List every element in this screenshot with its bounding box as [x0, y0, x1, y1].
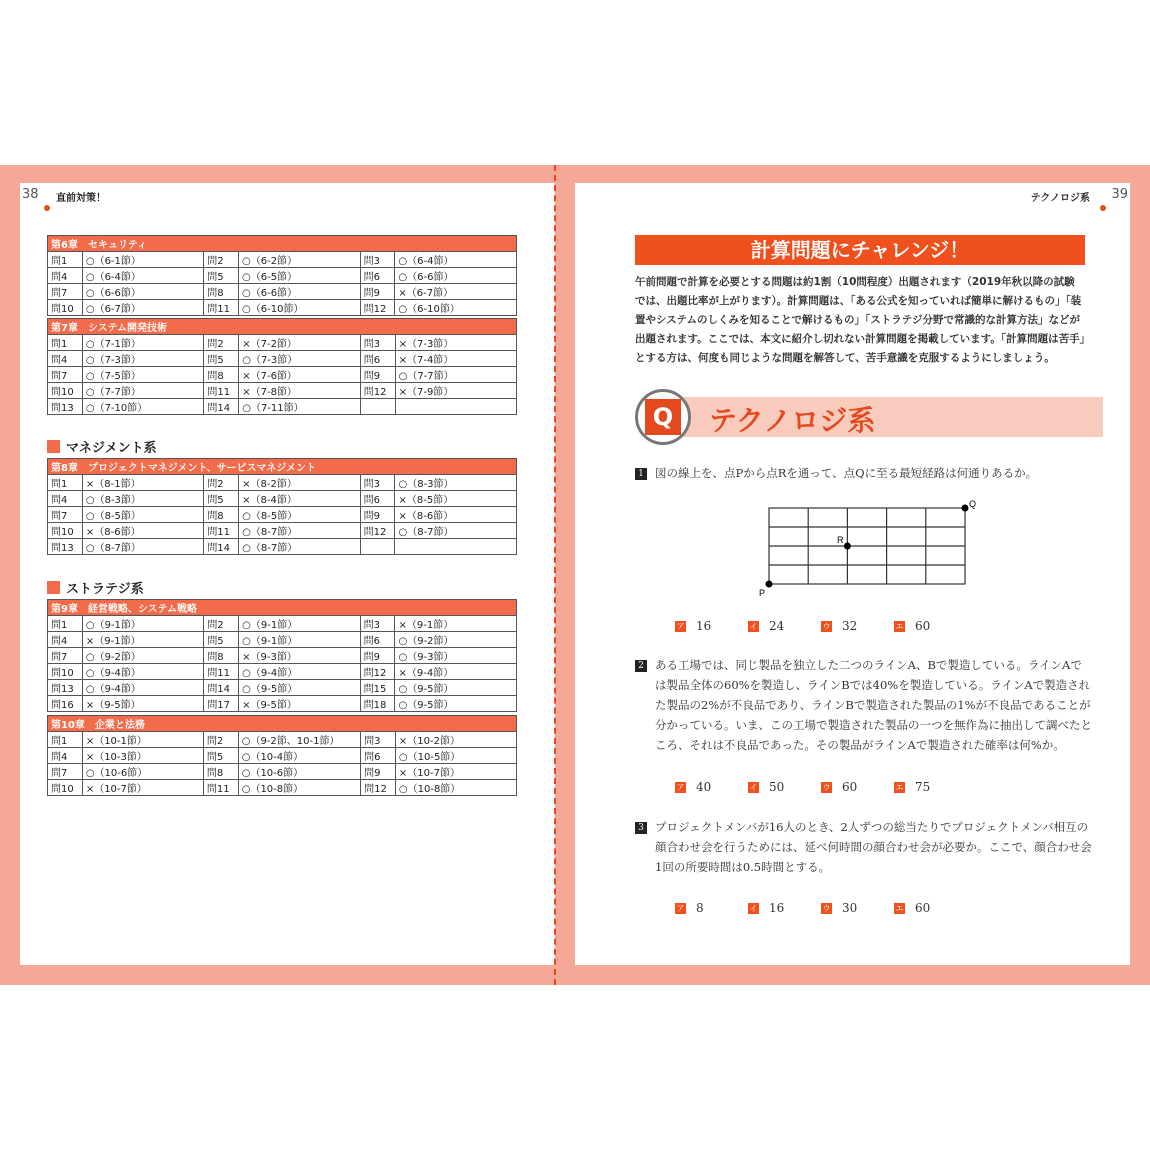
question-number-badge: 3 — [635, 822, 647, 834]
section-heading-strategy — [47, 578, 144, 597]
answer-table-ch10 — [47, 715, 517, 796]
answer-cell: ○（9-2節） — [395, 632, 517, 648]
question-number: 問8 — [203, 764, 238, 780]
question-line-text: ころ、それは不良品であった。その製品がラインAで製造された確率は何%か。 — [655, 738, 1065, 752]
question-number: 問6 — [360, 632, 395, 648]
choice-value: 60 — [915, 901, 931, 915]
right-page — [575, 165, 1150, 985]
choice-marker-icon: ア — [676, 621, 685, 631]
question-number: 問3 — [361, 732, 396, 748]
choice-option — [675, 619, 711, 633]
question-line — [635, 695, 1105, 715]
question-number: 問7 — [48, 284, 83, 300]
intro-line: 出題されます。ここでは、本文に紹介し切れない計算問題を掲載しています。「計算問題は苦手」 — [635, 333, 1091, 345]
answer-cell: ×（7-3節） — [395, 335, 516, 351]
choice-value: 8 — [696, 901, 704, 915]
running-head-right: テクノロジ系 — [1030, 193, 1090, 204]
answer-cell: ×（7-8節） — [239, 383, 361, 399]
question-2-text — [635, 655, 1105, 755]
question-number: 問10 — [48, 383, 83, 399]
table-header: 第6章 セキュリティ — [48, 236, 517, 252]
answer-cell: ○（7-5節） — [82, 367, 204, 383]
question-number: 問13 — [48, 680, 83, 696]
question-number: 問4 — [48, 351, 83, 367]
answer-cell: ○（10-6節） — [238, 764, 360, 780]
answer-cell: ○（10-8節） — [238, 780, 360, 796]
point-r — [844, 543, 851, 550]
point-p — [766, 581, 773, 588]
point-q — [962, 505, 969, 512]
answer-cell: ×（10-1節） — [82, 732, 203, 748]
question-number: 問13 — [48, 539, 83, 555]
question-number: 問8 — [204, 284, 239, 300]
answer-cell: ○（6-10節） — [239, 300, 361, 316]
question-number: 問6 — [360, 268, 395, 284]
question-number: 問9 — [360, 507, 395, 523]
page-border-right — [1130, 165, 1150, 985]
answer-cell: ×（7-6節） — [239, 367, 361, 383]
page-marker-dot — [44, 205, 50, 211]
answer-cell: ○（6-6節） — [82, 284, 203, 300]
question-number: 問9 — [360, 284, 395, 300]
page-border-bottom — [575, 965, 1150, 985]
question-line-text: 顔合わせ会を行うためには、延べ何時間の顔合わせ会が必要か。ここで、顔合わせ会 — [655, 840, 1092, 854]
question-line-text: 図の線上を、点Pから点Rを通って、点Qに至る最短経路は何通りあるか。 — [655, 466, 1038, 480]
page-border-bottom — [0, 965, 555, 985]
question-number: 問12 — [360, 523, 395, 539]
question-line — [635, 817, 1105, 837]
gutter — [555, 165, 575, 985]
answer-cell: ○（9-1節） — [239, 632, 360, 648]
question-number: 問13 — [48, 399, 83, 415]
answer-cell: ○（9-5節） — [239, 680, 360, 696]
answer-cell: ○（9-4節） — [239, 664, 360, 680]
table-header: 第8章 プロジェクトマネジメント、サービスマネジメント — [48, 459, 517, 475]
question-number: 問1 — [48, 252, 83, 268]
answer-cell: ×（8-4節） — [239, 491, 360, 507]
question-number: 問7 — [48, 648, 83, 664]
answer-cell: ○（6-2節） — [239, 252, 361, 268]
choice-value: 32 — [842, 619, 858, 633]
section-heading-label: マネジメント系 — [66, 441, 157, 456]
choice-value: 16 — [696, 619, 712, 633]
question-number: 問3 — [360, 252, 395, 268]
answer-cell: ○（7-3節） — [239, 351, 361, 367]
answer-cell: ○（8-3節） — [82, 491, 203, 507]
table-row — [48, 748, 517, 764]
question-number: 問2 — [204, 616, 239, 632]
table-header: 第7章 システム開発技術 — [48, 319, 517, 335]
answer-cell: ○（9-1節） — [239, 616, 360, 632]
answer-cell: ×（9-1節） — [82, 632, 203, 648]
question-number: 問16 — [48, 696, 83, 712]
question-number: 問1 — [48, 475, 83, 491]
table-row — [48, 648, 517, 664]
section-title: テクノロジ系 — [709, 404, 876, 437]
answer-cell: ×（10-7節） — [395, 764, 516, 780]
question-number: 問6 — [360, 351, 395, 367]
answer-cell: ○（8-7節） — [239, 523, 360, 539]
table-row — [48, 616, 517, 632]
answer-cell: ○（6-1節） — [82, 252, 203, 268]
question-line — [635, 735, 1105, 755]
answer-cell: ○（9-2節） — [82, 648, 203, 664]
question-number: 問12 — [360, 300, 395, 316]
question-number: 問6 — [361, 748, 396, 764]
question-number — [360, 399, 395, 415]
answer-cell: ○（6-10節） — [395, 300, 517, 316]
question-number: 問12 — [360, 664, 395, 680]
choice-marker-icon: エ — [895, 903, 904, 913]
question-number: 問10 — [48, 523, 83, 539]
question-line — [635, 857, 1105, 877]
answer-cell: ○（6-4節） — [395, 252, 517, 268]
question-1-text — [635, 463, 1105, 483]
question-line — [635, 675, 1105, 695]
table-row — [48, 732, 517, 748]
choice-value: 75 — [915, 780, 931, 794]
choice-option — [748, 901, 784, 915]
answer-table-ch9 — [47, 599, 517, 712]
question-number: 問8 — [204, 507, 239, 523]
question-number: 問5 — [204, 351, 239, 367]
choice-value: 40 — [696, 780, 712, 794]
answer-cell: ×（7-2節） — [239, 335, 361, 351]
answer-table-ch8 — [47, 458, 517, 555]
question-number: 問12 — [360, 383, 395, 399]
table-row — [48, 696, 517, 712]
question-3-text — [635, 817, 1105, 877]
challenge-banner: 計算問題にチャレンジ！ — [635, 235, 1085, 265]
intro-line: とする方は、何度も同じような問題を解答して、苦手意識を克服するようにしましょう。 — [635, 352, 1055, 364]
answer-cell: ○（9-3節） — [395, 648, 517, 664]
question-number — [360, 539, 395, 555]
table-row — [48, 300, 517, 316]
section-heading-label: ストラテジ系 — [66, 582, 144, 597]
answer-table-ch7 — [47, 318, 517, 415]
answer-cell: ○（10-5節） — [395, 748, 516, 764]
question-number: 問5 — [204, 491, 239, 507]
question-number: 問17 — [204, 696, 239, 712]
intro-line: 置やシステムのしくみを知ることで解けるもの」「ストラテジ分野で常識的な計算方法」などが — [635, 314, 1080, 326]
choice-option — [675, 780, 711, 794]
choice-option — [894, 619, 930, 633]
answer-cell: ×（8-1節） — [82, 475, 203, 491]
answer-cell: ○（8-5節） — [82, 507, 203, 523]
answer-cell: ○（10-6節） — [82, 764, 203, 780]
choice-marker-icon: ア — [676, 903, 685, 913]
question-number: 問1 — [48, 616, 83, 632]
choice-marker-icon: ウ — [822, 621, 831, 631]
question-number: 問15 — [360, 680, 395, 696]
table-row — [48, 268, 517, 284]
choice-option — [748, 780, 784, 794]
table-row — [48, 539, 517, 555]
question-number: 問1 — [48, 732, 83, 748]
answer-cell: ×（9-4節） — [395, 664, 517, 680]
answer-cell: ○（9-2節、10-1節） — [238, 732, 360, 748]
answer-cell: ○（7-3節） — [82, 351, 204, 367]
answer-cell: ○（9-5節） — [395, 696, 517, 712]
choice-option — [675, 901, 704, 915]
page-border-top — [575, 165, 1150, 183]
question-number: 問5 — [204, 632, 239, 648]
answer-cell: ×（8-6節） — [395, 507, 517, 523]
question-number: 問11 — [204, 383, 239, 399]
answer-cell: ×（8-2節） — [239, 475, 360, 491]
answer-cell: ○（6-4節） — [82, 268, 203, 284]
answer-cell: ×（9-1節） — [395, 616, 517, 632]
answer-cell: ○（9-1節） — [82, 616, 203, 632]
table-row — [48, 507, 517, 523]
question-number: 問11 — [204, 300, 239, 316]
answer-cell: ○（6-7節） — [82, 300, 203, 316]
answer-cell: ○（7-7節） — [395, 367, 516, 383]
choice-marker-icon: ウ — [822, 903, 831, 913]
answer-cell: ×（10-3節） — [82, 748, 203, 764]
choice-marker-icon: ウ — [822, 782, 831, 792]
table-row — [48, 383, 517, 399]
answer-cell: ×（6-7節） — [395, 284, 517, 300]
answer-cell: ○（7-1節） — [82, 335, 204, 351]
page-border-left — [0, 165, 20, 985]
square-bullet-icon — [47, 440, 60, 453]
table-row — [48, 523, 517, 539]
question-number: 問6 — [360, 491, 395, 507]
square-bullet-icon — [47, 581, 60, 594]
label-q: Q — [969, 499, 977, 509]
question-line-text: 1回の所要時間は0.5時間とする。 — [655, 860, 831, 874]
choice-value: 24 — [769, 619, 785, 633]
question-number: 問14 — [204, 399, 239, 415]
question-number: 問11 — [204, 523, 239, 539]
choice-option — [821, 780, 857, 794]
table-row — [48, 664, 517, 680]
question-number: 問7 — [48, 367, 83, 383]
question-number: 問12 — [361, 780, 396, 796]
table-row — [48, 367, 517, 383]
answer-cell: ○（6-6節） — [395, 268, 517, 284]
question-number: 問2 — [204, 252, 239, 268]
page-number-right: 39 — [1111, 187, 1128, 202]
choice-marker-icon: エ — [895, 621, 904, 631]
table-row — [48, 632, 517, 648]
question-number: 問2 — [204, 475, 239, 491]
question-number: 問3 — [360, 616, 395, 632]
question-number: 問10 — [48, 664, 83, 680]
section-heading-management — [47, 437, 157, 456]
answer-cell: ×（9-5節） — [239, 696, 360, 712]
answer-cell: ×（9-5節） — [82, 696, 203, 712]
answer-cell: ○（8-5節） — [239, 507, 360, 523]
choice-value: 16 — [769, 901, 785, 915]
answer-cell: ○（8-3節） — [395, 475, 517, 491]
answer-cell: ○（8-7節） — [239, 539, 360, 555]
question-number: 問5 — [204, 268, 239, 284]
label-p: P — [759, 588, 766, 598]
answer-cell: ○（10-8節） — [395, 780, 516, 796]
answer-cell: ○（10-4節） — [238, 748, 360, 764]
question-number: 問7 — [48, 764, 83, 780]
question-number: 問5 — [203, 748, 238, 764]
question-number: 問9 — [360, 367, 395, 383]
answer-cell — [395, 539, 517, 555]
question-line-text: た製品の2%が不良品であり、ラインBで製造された製品の1%が不良品であることが — [655, 698, 1091, 712]
section-title-band — [635, 395, 1103, 439]
answer-table-ch6 — [47, 235, 517, 316]
question-number: 問14 — [204, 680, 239, 696]
label-r: R — [837, 535, 844, 545]
question-line-text: プロジェクトメンバが16人のとき、2人ずつの総当たりでプロジェクトメンバ相互の — [655, 820, 1089, 834]
question-number: 問9 — [360, 648, 395, 664]
question-number: 問3 — [360, 475, 395, 491]
answer-cell: ○（9-5節） — [395, 680, 517, 696]
answer-cell: ×（8-5節） — [395, 491, 517, 507]
table-row — [48, 780, 517, 796]
page-marker-dot — [1100, 205, 1106, 211]
page-number-left: 38 — [22, 187, 39, 202]
answer-cell: ×（7-9節） — [395, 383, 516, 399]
question-number: 問7 — [48, 507, 83, 523]
answer-cell: ○（7-7節） — [82, 383, 204, 399]
answer-cell: ×（10-7節） — [82, 780, 203, 796]
answer-cell: ○（6-5節） — [239, 268, 361, 284]
answer-cell: ×（7-4節） — [395, 351, 516, 367]
fold-line — [554, 165, 556, 985]
question-number: 問8 — [204, 367, 239, 383]
choice-option — [821, 901, 857, 915]
lattice-diagram — [759, 499, 983, 599]
question-line — [635, 655, 1105, 675]
question-line-text: 分かっている。いま、この工場で製造された製品の一つを無作為に抽出して調べたと — [655, 718, 1092, 732]
question-number-badge: 2 — [635, 660, 647, 672]
question-number: 問4 — [48, 632, 83, 648]
answer-cell: ○（8-7節） — [82, 539, 203, 555]
table-header: 第9章 経営戦略、システム戦略 — [48, 600, 517, 616]
answer-cell: ○（7-10節） — [82, 399, 204, 415]
question-number: 問14 — [204, 539, 239, 555]
table-row — [48, 475, 517, 491]
choice-value: 60 — [842, 780, 858, 794]
table-row — [48, 764, 517, 780]
choice-value: 50 — [769, 780, 785, 794]
question-number-badge: 1 — [635, 468, 647, 480]
question-number: 問3 — [360, 335, 395, 351]
question-number: 問4 — [48, 268, 83, 284]
question-number: 問1 — [48, 335, 83, 351]
choice-option — [748, 619, 784, 633]
answer-cell: ×（9-3節） — [239, 648, 360, 664]
table-header: 第10章 企業と法務 — [48, 716, 517, 732]
answer-cell: ○（6-6節） — [239, 284, 361, 300]
answer-cell — [395, 399, 516, 415]
answer-cell: ○（8-7節） — [395, 523, 517, 539]
intro-line: では、出題比率が上がります）。計算問題は、「ある公式を知っていれば簡単に解けるもの」「装 — [635, 295, 1082, 307]
table-row — [48, 491, 517, 507]
table-row — [48, 680, 517, 696]
question-number: 問9 — [361, 764, 396, 780]
book-spread — [0, 165, 1150, 985]
question-number: 問8 — [204, 648, 239, 664]
question-line — [635, 837, 1105, 857]
question-line-text: ある工場では、同じ製品を独立した二つのラインA、Bで製造している。ラインAで — [655, 658, 1082, 672]
table-row — [48, 252, 517, 268]
left-page — [0, 165, 555, 985]
answer-cell: ○（7-11節） — [239, 399, 361, 415]
choice-marker-icon: イ — [749, 782, 758, 792]
choice-marker-icon: ア — [676, 782, 685, 792]
table-row — [48, 335, 517, 351]
question-number: 問4 — [48, 748, 83, 764]
intro-line: 午前問題で計算を必要とする問題は約1割（10問程度）出題されます（2019年秋以降の試験 — [635, 276, 1075, 288]
question-line — [635, 463, 1105, 483]
table-row — [48, 351, 517, 367]
question-number: 問18 — [360, 696, 395, 712]
question-number: 問11 — [203, 780, 238, 796]
question-number: 問4 — [48, 491, 83, 507]
answer-cell: ○（9-4節） — [82, 680, 203, 696]
choice-marker-icon: イ — [749, 903, 758, 913]
table-row — [48, 399, 517, 415]
question-number: 問2 — [204, 335, 239, 351]
lattice-lines — [769, 508, 965, 584]
choice-marker-icon: エ — [895, 782, 904, 792]
choice-marker-icon: イ — [749, 621, 758, 631]
choice-option — [894, 901, 930, 915]
running-head-left: 直前対策！ — [56, 193, 106, 204]
q-badge-icon: Q — [645, 399, 681, 435]
choice-option — [821, 619, 857, 633]
question-number: 問2 — [203, 732, 238, 748]
question-number: 問10 — [48, 780, 83, 796]
question-line-text: は製品全体の60%を製造し、ラインBでは40%を製造している。ラインAで製造され — [655, 678, 1091, 692]
question-number: 問11 — [204, 664, 239, 680]
choice-value: 30 — [842, 901, 858, 915]
choice-value: 60 — [915, 619, 931, 633]
answer-cell: ×（10-2節） — [395, 732, 516, 748]
question-line — [635, 715, 1105, 735]
intro-paragraph — [635, 273, 1091, 368]
page-border-top — [0, 165, 555, 183]
choice-option — [894, 780, 930, 794]
answer-cell: ○（9-4節） — [82, 664, 203, 680]
answer-cell: ×（8-6節） — [82, 523, 203, 539]
question-number: 問10 — [48, 300, 83, 316]
table-row — [48, 284, 517, 300]
